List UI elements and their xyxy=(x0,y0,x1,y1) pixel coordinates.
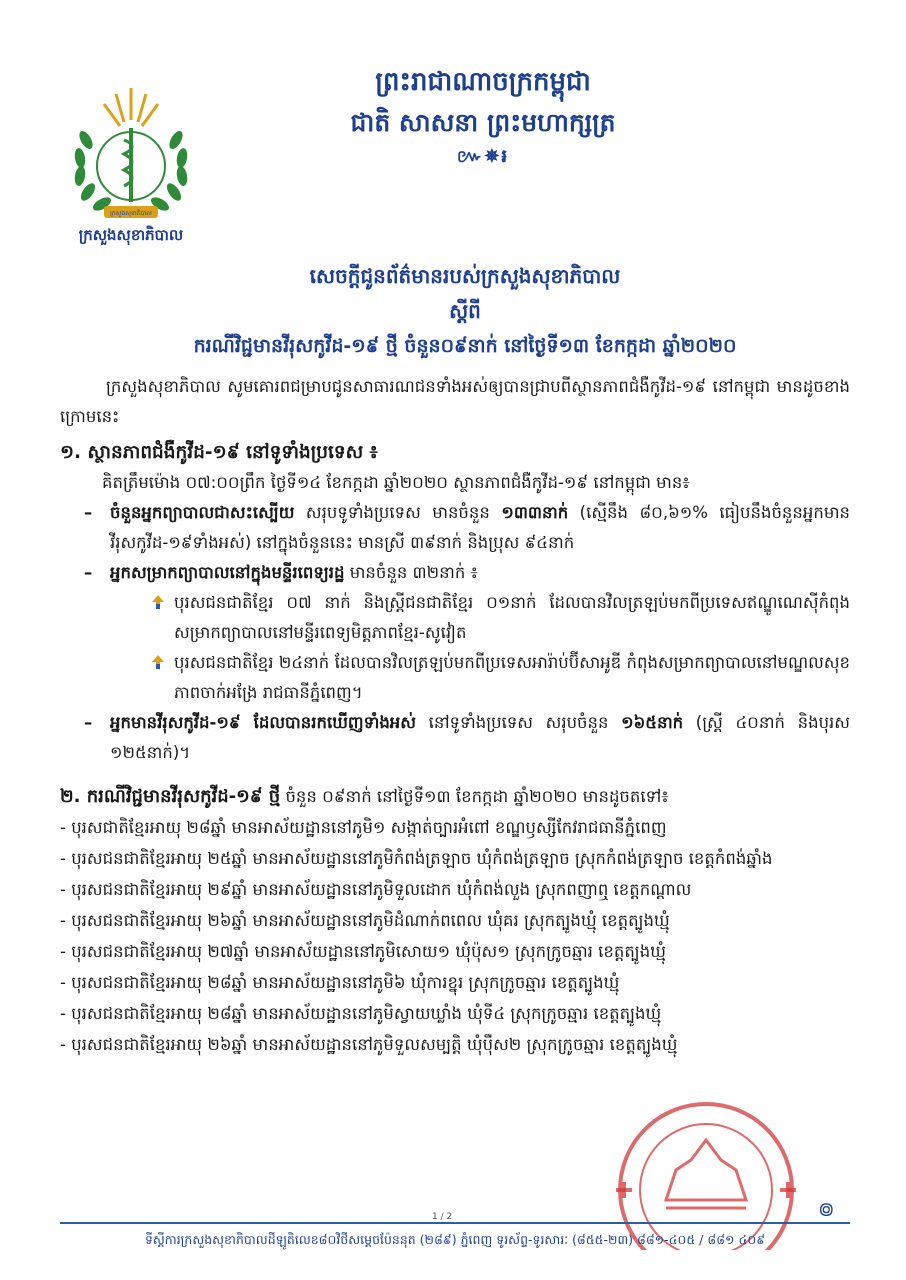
recovered-item xyxy=(60,498,850,558)
section-2-heading-rest: ចំនួន ០៩នាក់ នៅថ្ងៃទី១៣ ខែកក្កដា ឆ្នាំ២០២០ មានដូចតទៅ៖ xyxy=(280,787,669,806)
total-count: ១៦៥នាក់ xyxy=(621,713,684,732)
list-item xyxy=(60,588,850,648)
list-item xyxy=(60,648,850,708)
kingdom-header xyxy=(200,62,766,170)
section-1-asof: គិតត្រឹមម៉ោង ០៧:០០ព្រឹក ថ្ងៃទី១៤ ខែកក្កដា ឆ្នាំ២០២០ ស្ថានភាពជំងឺកូវីដ-១៩ នៅកម្ពុជា មាន៖ xyxy=(102,473,690,492)
case-row: - បុរសជាតិខ្មែរអាយុ ២៨ឆ្នាំ មានអាស័យដ្ឋាននៅភូមិ១ សង្កាត់ច្បារអំពៅ ខណ្ឌឫស្សីកែវរាជធានីភ្នំពេញ xyxy=(60,818,667,837)
official-seal-icon xyxy=(596,1100,816,1250)
intro-paragraph: ក្រសួងសុខាភិបាល សូមគោរពជម្រាបជូនសាធារណជនទាំងអស់ឲ្យបានជ្រាបពីស្ថានភាពជំងឺកូវីដ-១៩ នៅកម្ពុជា មានដូចខាងក្រោមនេះ xyxy=(60,377,850,426)
page-number: 1 / 2 xyxy=(432,1212,453,1222)
case-row: - បុរសជនជាតិខ្មែរអាយុ ២៧ឆ្នាំ មានអាស័យដ្ឋាននៅភូមិសោយ១ ឃុំប៉ុស១ ស្រុកក្រូចឆ្មារ ខេត្តត្បូងឃ្មុំ xyxy=(60,942,666,961)
bullet-text: បុរសជនជាតិខ្មែរ ២៤នាក់ ដែលបានវិលត្រឡប់មកពីប្រទេសអារ៉ាប់ប៊ីសាអូឌី កំពុងសម្រាកព្យាបាលនៅមណ្ឌលសុខភាពចាក់អង្រែ រាជធានីភ្នំពេញ។ xyxy=(174,653,850,702)
recovered-count: ១៣៣នាក់ xyxy=(501,503,569,522)
section-2-heading xyxy=(60,782,850,812)
case-row: - បុរសជនជាតិខ្មែរអាយុ ២៩ឆ្នាំ មានអាស័យដ្ឋាននៅភូមិទួលដោក ឃុំកំពង់លួង ស្រុកពញាឮ ខេត្តកណ្តាល xyxy=(60,880,692,899)
document-body xyxy=(60,372,850,1060)
total-text: នៅទូទាំងប្រទេស សរុបចំនួន xyxy=(415,713,622,732)
section-1-heading: ១. ស្ថានភាពជំងឺកូវីដ-១៩ នៅទូទាំងប្រទេស ៖ xyxy=(60,442,378,463)
section-2-heading-bold: ២. ករណីវិជ្ជមានវីរុសកូវីដ-១៩ ថ្មី xyxy=(60,786,281,807)
dash-marker: – xyxy=(84,503,93,522)
footer-address: ទីស្តីការក្រសួងសុខាភិបាលដីឡូតិលេខ៨០វិថីសម្តេចប៉ែននុត (២៨៩) ភ្នំពេញ ទូរស័ព្ទ-ទូរសារៈ (៨៥៥-២៣) ៨៨១-៤០៥ / ៨៨១ ៤០៩ xyxy=(144,1232,766,1247)
recovered-detail: (ស្មើនឹង ៨០,៦១% ធៀបនឹងចំនួនអ្នកមានវីរុសកូវីដ-១៩ទាំងអស់) នៅក្នុងចំនួននេះ មានស្រី ៣៩នាក់ និងប្រុស ៩៤នាក់ xyxy=(110,503,850,552)
arrow-bullet-icon xyxy=(152,595,164,609)
title-line-3: ករណីវិជ្ជមានវីរុសកូវីដ-១៩ ថ្មី ចំនួន០៩នាក់ នៅថ្ងៃទី១៣ ខែកក្កដា ឆ្នាំ២០២០ xyxy=(193,335,737,357)
hospitalized-text: មានចំនួន ៣២នាក់ ៖ xyxy=(344,563,478,582)
signature-mark: ៙ xyxy=(818,1197,835,1221)
hospitalized-label: អ្នកសម្រាកព្យាបាលនៅក្នុងមន្ទីរពេទ្យរដ្ឋ xyxy=(110,563,345,582)
case-row: - បុរសជនជាតិខ្មែរអាយុ ២៨ឆ្នាំ មានអាស័យដ្ឋាននៅភូមិ៦ ឃុំការខ្នុរ ស្រុកក្រូចឆ្មារ ខេត្តត្បូងឃ្មុំ xyxy=(60,973,620,992)
national-motto: ជាតិ សាសនា ព្រះមហាក្សត្រ xyxy=(350,108,616,137)
case-row: - បុរសជនជាតិខ្មែរអាយុ ២៦ឆ្នាំ មានអាស័យដ្ឋាននៅភូមិទួលសម្បត្តិ ឃុំប៉ឺស២ ស្រុកក្រូចឆ្មារ ខេត្តត្បូងឃ្មុំ xyxy=(60,1035,678,1054)
hospitalized-item xyxy=(60,558,850,588)
total-label: អ្នកមានវីរុសកូវីដ-១៩ ដែលបានរកឃើញទាំងអស់ xyxy=(110,713,416,732)
dash-marker: – xyxy=(84,713,93,732)
ministry-caption: ក្រសួងសុខាភិបាល xyxy=(78,226,184,244)
footer-divider xyxy=(60,1222,850,1224)
bullet-text: បុរសជនជាតិខ្មែរ ០៧ នាក់ និងស្ត្រីជនជាតិខ្មែរ ០១នាក់ ដែលបានវិលត្រឡប់មកពីប្រទេសឥណ្ឌូណេស៊ីកំពុងសម្រាកព្យាបាលនៅមន្ទីរពេទ្យមិត្តភាពខ្មែរ-សូវៀត xyxy=(174,593,850,642)
total-cases-item xyxy=(60,708,850,768)
case-row: - បុរសជនជាតិខ្មែរអាយុ ២៦ឆ្នាំ មានអាស័យដ្ឋាននៅភូមិដំណាក់ពពេល ឃុំគរ ស្រុកត្បូងឃ្មុំ ខេត្តត្បូងឃ្មុំ xyxy=(60,911,670,930)
logo-band-text: ក្រសួងសុខាភិបាល xyxy=(110,210,152,217)
ministry-logo-icon xyxy=(66,80,196,230)
title-line-2: ស្តីពី xyxy=(449,299,481,323)
case-row: - បុរសជនជាតិខ្មែរអាយុ ២៨ឆ្នាំ មានអាស័យដ្ឋាននៅភូមិស្វាយឃ្លាំង ឃុំទី៤ ស្រុកក្រូចឆ្មារ ខេត្តត្បូងឃ្មុំ xyxy=(60,1004,662,1023)
recovered-label: ចំនួនអ្នកព្យាបាលជាសះស្បើយ xyxy=(110,503,295,522)
case-row: - បុរសជនជាតិខ្មែរអាយុ ២៥ឆ្នាំ មានអាស័យដ្ឋាននៅភូមិកំពង់ត្រឡាច ឃុំកំពង់ត្រឡាច ស្រុកកំពង់ត្រឡាច ខេត្តកំពង់ឆ្នាំង xyxy=(60,849,773,868)
document-title xyxy=(80,258,850,364)
dash-marker: – xyxy=(84,563,93,582)
total-detail: (ស្ត្រី ៤០នាក់ និងបុរស ១២៥នាក់)។ xyxy=(110,713,850,762)
recovered-text: សរុបទូទាំងប្រទេស មានចំនួន xyxy=(294,503,502,522)
title-line-1: សេចក្តីជូនព័ត៌មានរបស់ក្រសួងសុខាភិបាល xyxy=(309,264,621,288)
ornament-icon: ៚✵៛ xyxy=(456,146,510,167)
kingdom-name: ព្រះរាជាណាចក្រកម្ពុជា xyxy=(375,67,591,97)
arrow-bullet-icon xyxy=(152,655,164,669)
